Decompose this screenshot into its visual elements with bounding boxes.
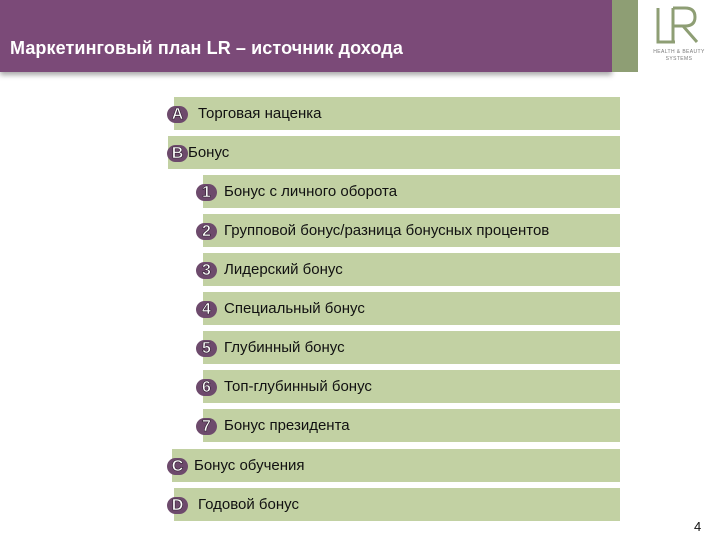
logo-tagline: HEALTH & BEAUTY SYSTEMS [653,49,705,62]
badge-4: 4 [196,301,217,318]
badge-d: D [167,497,188,514]
badge-3: 3 [196,262,217,279]
list-item: Лидерский бонус [203,253,620,286]
list-item: Бонус [168,136,620,169]
badge-7: 7 [196,418,217,435]
badge-5: 5 [196,340,217,357]
slide-header [0,0,612,72]
accent-strip [612,0,638,72]
list-item: Топ-глубинный бонус [203,370,620,403]
badge-1: 1 [196,184,217,201]
lr-logo-icon [655,6,701,46]
list-item: Групповой бонус/разница бонусных процентов [203,214,620,247]
badge-b: B [167,145,188,162]
badge-a: A [167,106,188,123]
badge-2: 2 [196,223,217,240]
badge-6: 6 [196,379,217,396]
list-item: Бонус обучения [172,449,620,482]
list-item: Специальный бонус [203,292,620,325]
slide-title: Маркетинговый план LR – источник дохода [10,38,403,58]
page-number: 4 [694,519,702,534]
badge-c: C [167,458,188,475]
list-item: Годовой бонус [174,488,620,521]
list-item: Торговая наценка [174,97,620,130]
list-item: Глубинный бонус [203,331,620,364]
list-item: Бонус президента [203,409,620,442]
list-item: Бонус с личного оборота [203,175,620,208]
